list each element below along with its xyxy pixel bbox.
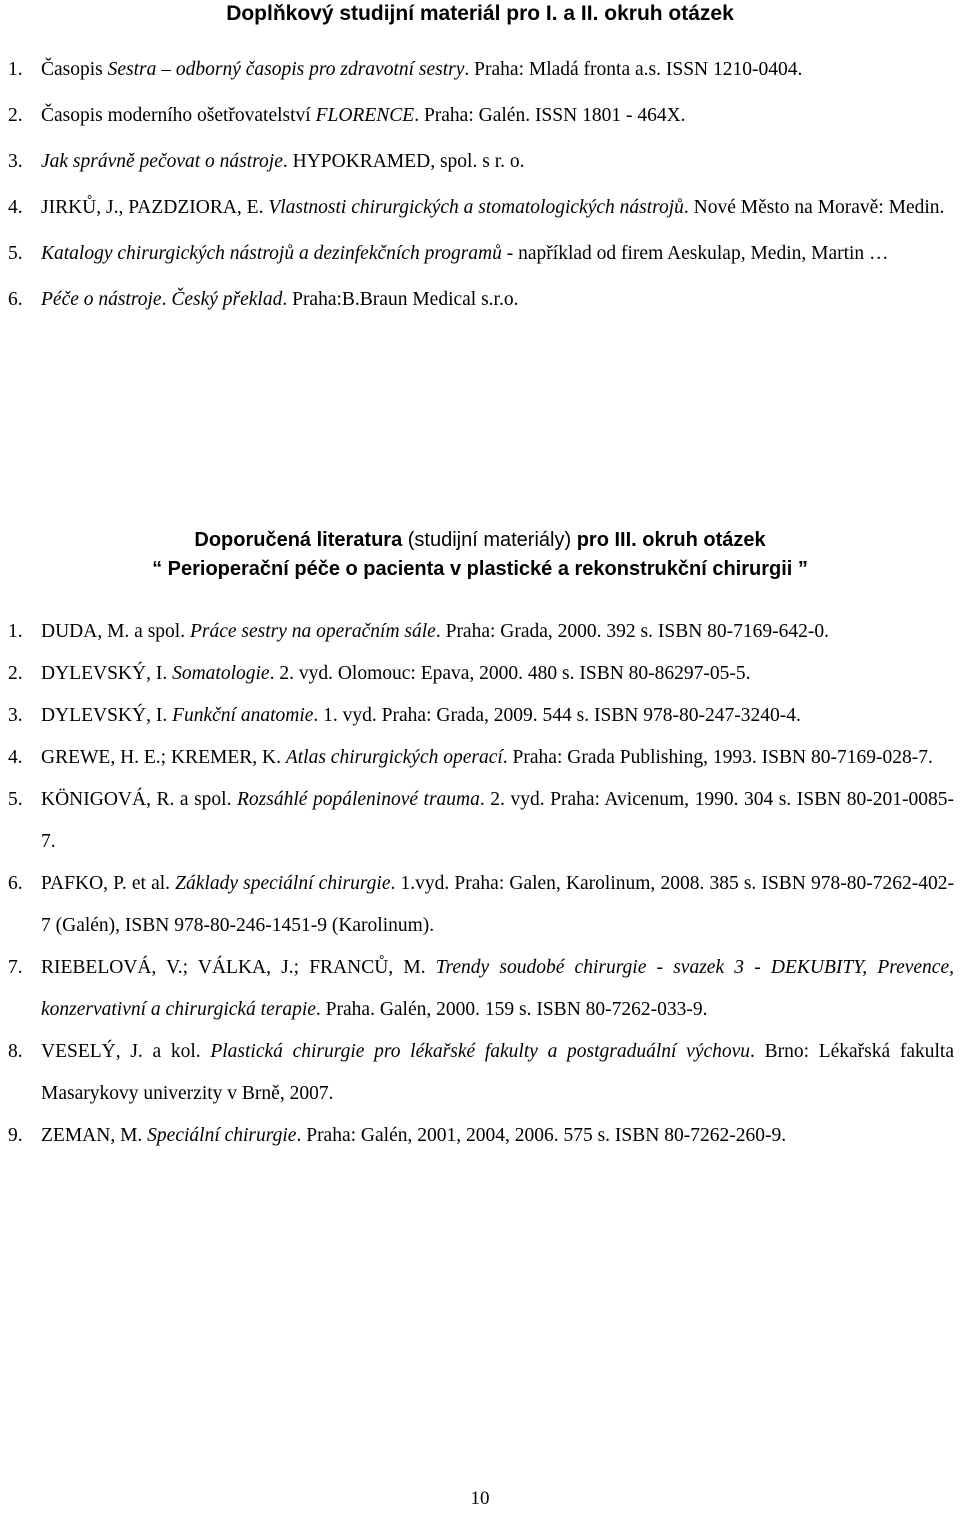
reference-item xyxy=(0,737,960,779)
reference-title: Základy speciální chirurgie xyxy=(175,873,391,894)
heading-bold-start: Doporučená literatura xyxy=(194,529,403,551)
reference-number: 4. xyxy=(8,747,23,768)
reference-segment: RIEBELOVÁ, V.; VÁLKA, J.; FRANCŮ, M. xyxy=(41,957,436,978)
reference-segment: DUDA, M. a spol. xyxy=(41,621,190,642)
reference-number: 7. xyxy=(8,957,23,978)
recommended-literature-heading xyxy=(0,526,960,554)
reference-text xyxy=(41,695,954,737)
reference-item xyxy=(0,103,960,129)
reference-segment: Časopis xyxy=(41,59,108,80)
reference-number: 2. xyxy=(8,663,23,684)
reference-item xyxy=(0,287,960,313)
reference-segment: KÖNIGOVÁ, R. a spol. xyxy=(41,789,238,810)
reference-text xyxy=(41,241,954,267)
reference-text xyxy=(41,611,954,653)
reference-number: 5. xyxy=(8,243,23,264)
reference-item xyxy=(0,653,960,695)
heading-bold-end: pro III. okruh otázek xyxy=(576,529,766,551)
reference-segment: . Praha: Galén. ISSN 1801 - 464X. xyxy=(414,105,686,126)
reference-segment: PAFKO, P. et al. xyxy=(41,873,176,894)
reference-item xyxy=(0,863,960,947)
reference-segment: JIRKŮ, J., PAZDZIORA, E. xyxy=(41,197,269,218)
reference-item xyxy=(0,149,960,175)
reference-text xyxy=(41,947,954,1031)
reference-number: 6. xyxy=(8,873,23,894)
page-number: 10 xyxy=(470,1488,490,1509)
recommended-literature-subtitle: “ Perioperační péče o pacienta v plastické a rekonstrukční chirurgii ” xyxy=(152,558,808,580)
reference-text xyxy=(41,103,954,129)
reference-text xyxy=(41,1115,954,1157)
reference-text xyxy=(41,653,954,695)
reference-segment: VESELÝ, J. a kol. xyxy=(41,1041,211,1062)
heading-normal-middle: (studijní materiály) xyxy=(402,529,577,551)
reference-segment: . Praha: Grada Publishing, 1993. ISBN 80-7169-028-7. xyxy=(502,747,933,768)
reference-item xyxy=(0,779,960,863)
reference-number: 8. xyxy=(8,1041,23,1062)
reference-title: Somatologie xyxy=(172,663,270,684)
reference-segment: ZEMAN, M. xyxy=(41,1125,148,1146)
reference-text xyxy=(41,1031,954,1115)
reference-title: Funkční anatomie xyxy=(172,705,314,726)
reference-number: 1. xyxy=(8,621,23,642)
reference-text xyxy=(41,195,954,221)
reference-title: Speciální chirurgie xyxy=(147,1125,297,1146)
reference-item xyxy=(0,241,960,267)
reference-segment: . 2. vyd. Olomouc: Epava, 2000. 480 s. ISBN 80-86297-05-5. xyxy=(269,663,751,684)
reference-segment: . 1. vyd. Praha: Grada, 2009. 544 s. ISBN 978-80-247-3240-4. xyxy=(313,705,801,726)
reference-title: Český překlad xyxy=(171,289,283,310)
reference-segment: . 1.vyd. Praha: Galen, Karolinum, 2008. 385 s. ISBN 978-80-7262-402-7 (Galén), ISBN 978-80-246-1451-9 (Karolinum). xyxy=(41,873,954,936)
reference-segment: Časopis moderního ošetřovatelství xyxy=(41,105,316,126)
reference-title: Práce sestry na operačním sále xyxy=(189,621,436,642)
reference-item xyxy=(0,611,960,653)
reference-segment: . HYPOKRAMED, spol. s r. o. xyxy=(282,151,525,172)
reference-item xyxy=(0,947,960,1031)
reference-title: Katalogy chirurgických nástrojů a dezinfekčních programů xyxy=(41,243,502,264)
reference-segment: DYLEVSKÝ, I. xyxy=(41,705,173,726)
reference-number: 9. xyxy=(8,1125,23,1146)
reference-title: Jak správně pečovat o nástroje xyxy=(41,151,283,172)
reference-title: Atlas chirurgických operací xyxy=(285,747,503,768)
reference-segment: . Praha: Galén, 2001, 2004, 2006. 575 s. ISBN 80-7262-260-9. xyxy=(296,1125,787,1146)
reference-title: Péče o nástroje xyxy=(41,289,162,310)
reference-segment: . Praha: Grada, 2000. 392 s. ISBN 80-7169-642-0. xyxy=(435,621,830,642)
reference-number: 2. xyxy=(8,105,23,126)
reference-segment: . Brno: Lékařská fakulta Masarykovy univerzity v Brně, 2007. xyxy=(41,1041,955,1104)
reference-segment: . Nové Město na Moravě: Medin. xyxy=(683,197,945,218)
reference-title: Rozsáhlé popáleninové trauma xyxy=(237,789,480,810)
reference-number: 3. xyxy=(8,705,23,726)
reference-item xyxy=(0,1031,960,1115)
reference-item xyxy=(0,195,960,221)
reference-segment: . Praha: Mladá fronta a.s. ISSN 1210-0404. xyxy=(464,59,803,80)
reference-text xyxy=(41,863,954,947)
reference-text xyxy=(41,57,954,83)
reference-item xyxy=(0,695,960,737)
reference-title: Sestra – odborný časopis pro zdravotní sestry xyxy=(107,59,465,80)
reference-number: 4. xyxy=(8,197,23,218)
reference-segment: GREWE, H. E.; KREMER, K. xyxy=(41,747,286,768)
reference-number: 1. xyxy=(8,59,23,80)
reference-number: 3. xyxy=(8,151,23,172)
reference-text xyxy=(41,287,954,313)
reference-title: Plastická chirurgie pro lékařské fakulty a postgraduální výchovu xyxy=(210,1041,751,1062)
reference-segment: . 2. vyd. Praha: Avicenum, 1990. 304 s. ISBN 80-201-0085-7. xyxy=(41,789,954,852)
reference-item xyxy=(0,1115,960,1157)
reference-number: 6. xyxy=(8,289,23,310)
reference-text xyxy=(41,149,954,175)
reference-segment: DYLEVSKÝ, I. xyxy=(41,663,173,684)
supplementary-reference-list xyxy=(0,57,960,333)
reference-segment: . Praha. Galén, 2000. 159 s. ISBN 80-7262-033-9. xyxy=(315,999,708,1020)
recommended-reference-list xyxy=(0,611,960,1157)
reference-text xyxy=(41,779,954,863)
reference-number: 5. xyxy=(8,789,23,810)
reference-segment: - například od firem Aeskulap, Medin, Martin … xyxy=(501,243,889,264)
reference-title: Vlastnosti chirurgických a stomatologických nástrojů xyxy=(268,197,684,218)
reference-title: Trendy soudobé chirurgie - svazek 3 - DEKUBITY, Prevence, konzervativní a chirurgická terapie xyxy=(41,957,954,1020)
reference-text xyxy=(41,737,954,779)
reference-title: FLORENCE xyxy=(315,105,415,126)
supplementary-material-heading: Doplňkový studijní materiál pro I. a II. okruh otázek xyxy=(226,2,734,25)
reference-segment: . xyxy=(161,289,172,310)
reference-item xyxy=(0,57,960,83)
reference-segment: . Praha:B.Braun Medical s.r.o. xyxy=(282,289,519,310)
